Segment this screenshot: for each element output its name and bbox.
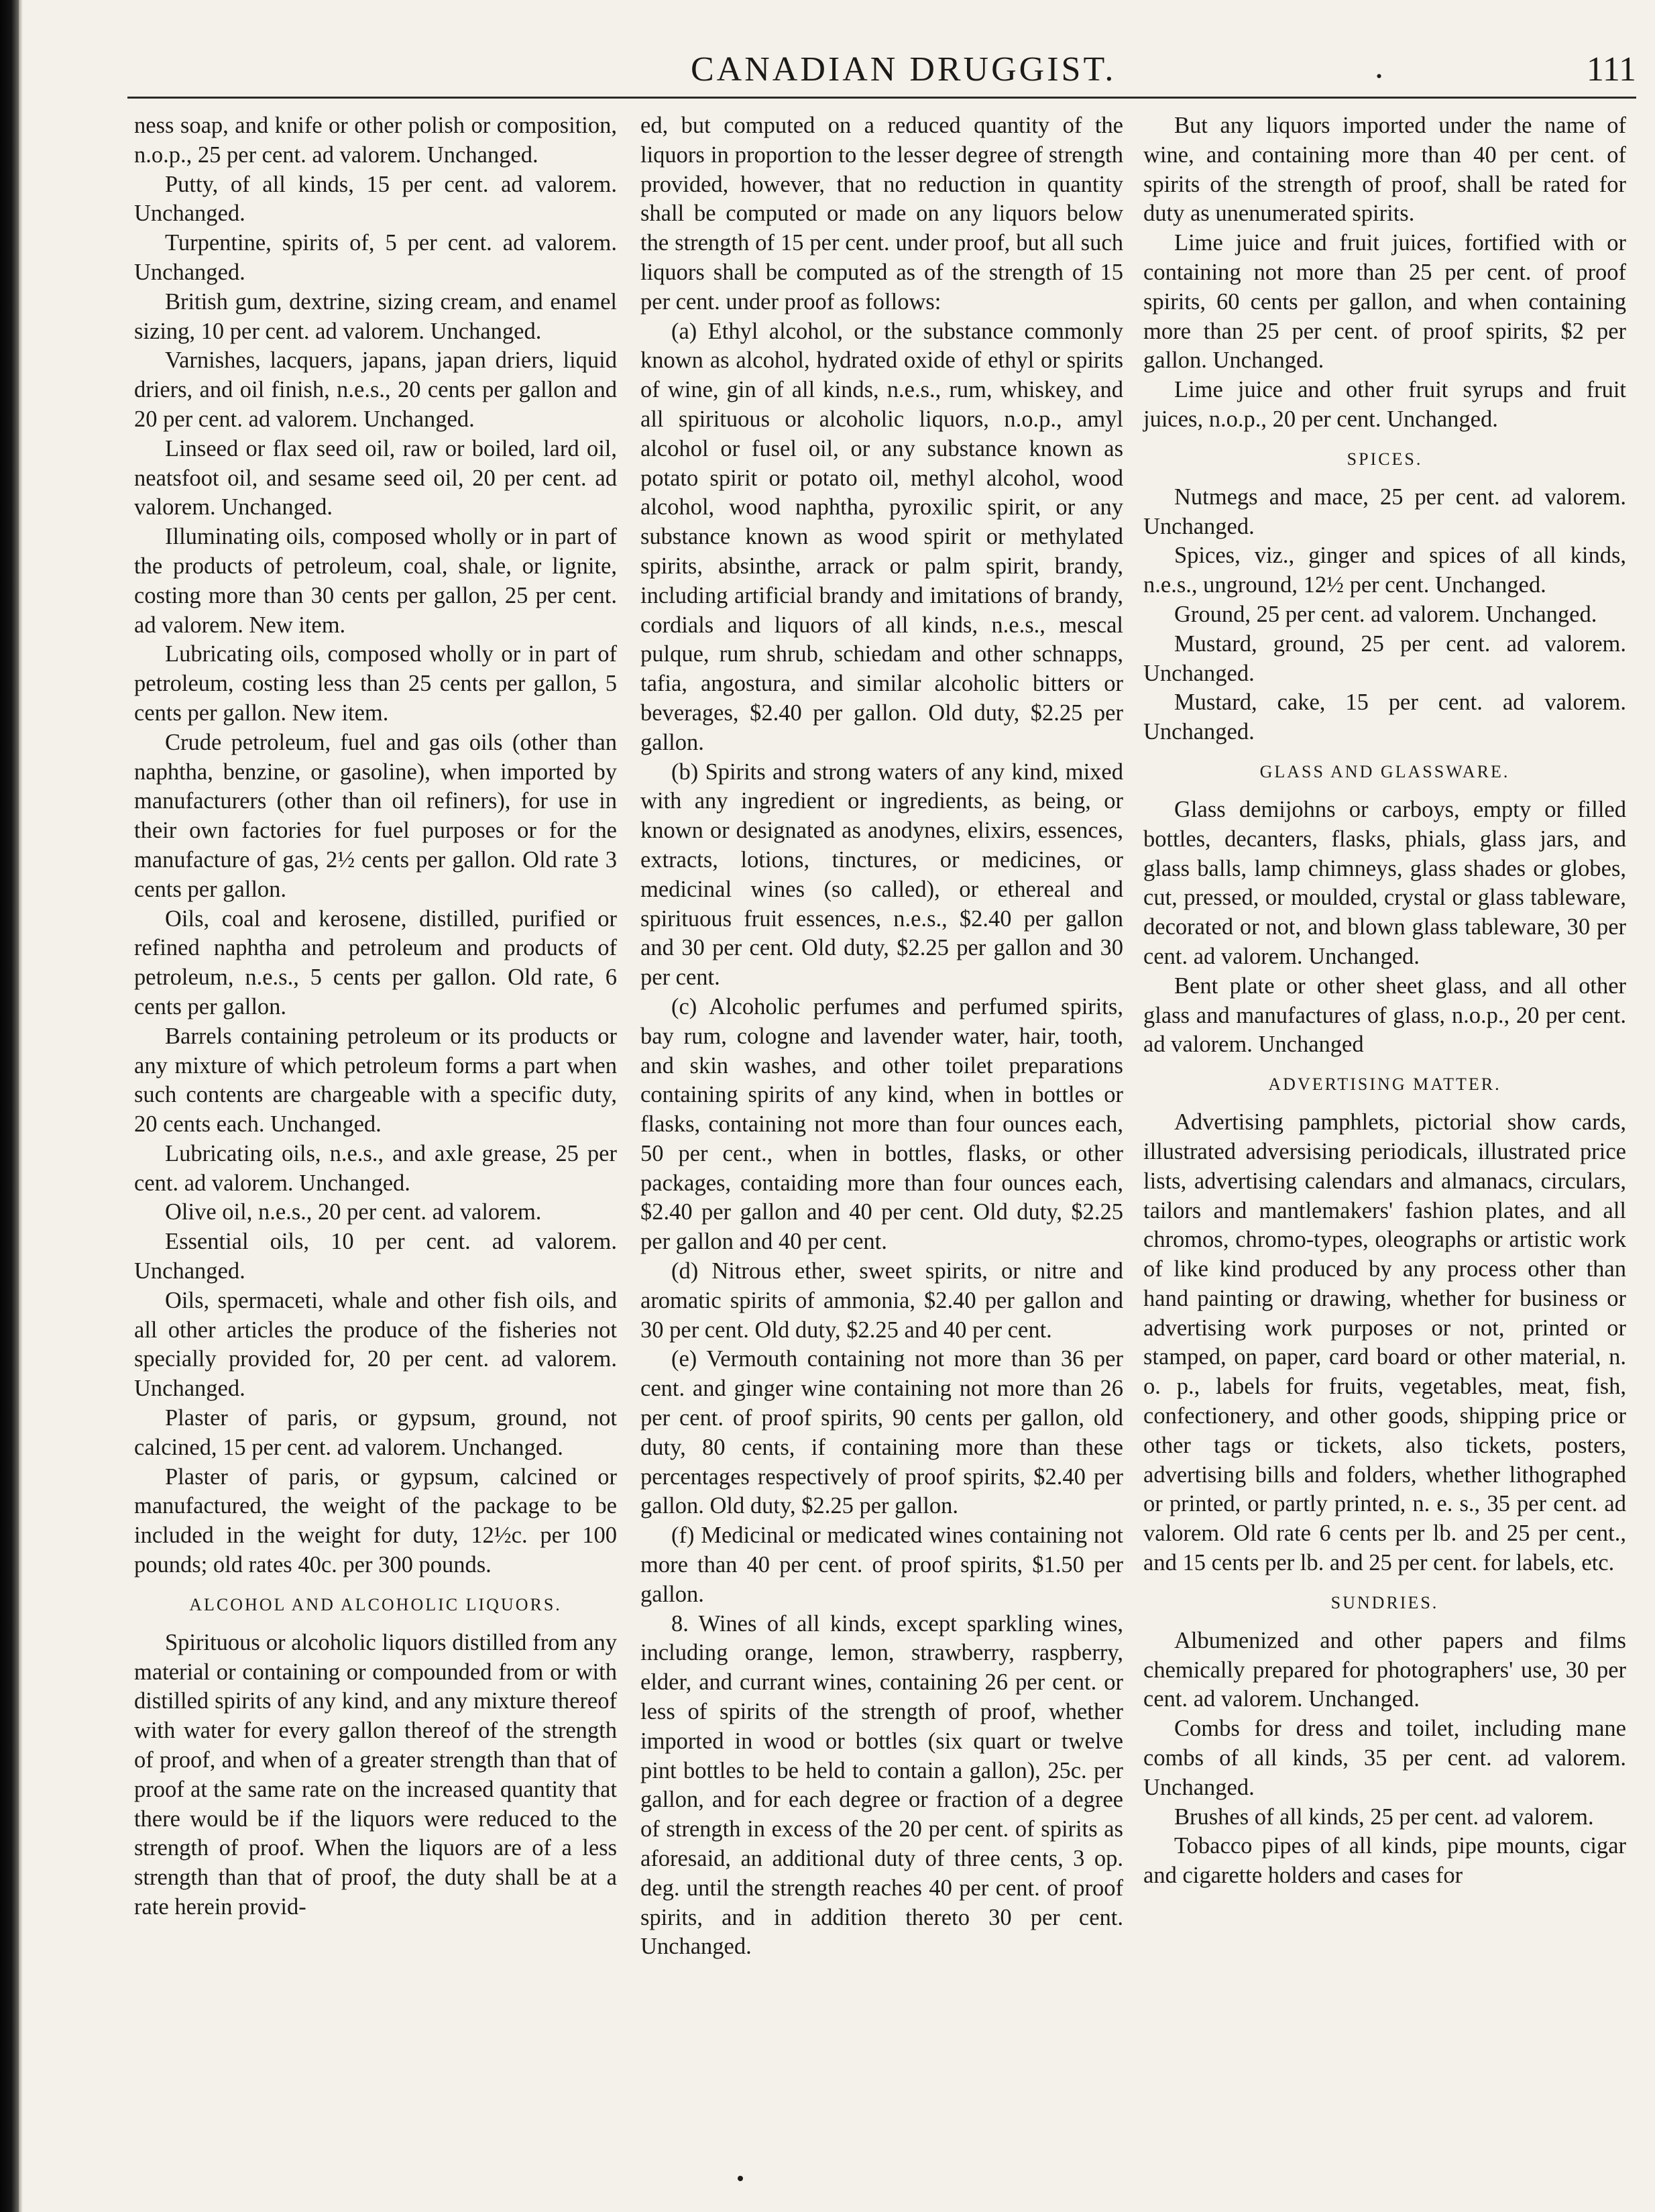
tariff-paragraph: (a) Ethyl alcohol, or the substance commonly known as alcohol, hydrated oxide of ethyl or spirits of wine, gin of all kinds, n.e.s., rum, whiskey, and all spirituous or alcoholic liquors, n.o.p., amyl alcohol or fusel oil, or any substance known as potato spirit or potato oil, methyl alcohol, wood alcohol, wood naphtha, pyroxilic spirit, or any substance known as wood spirit or methylated spirits, absinthe, arrack or palm spirit, brandy, including artificial brandy and imitations of brandy, cordials and liquors of all kinds, n.e.s., mescal pulque, rum shrub, schiedam and other schnapps, tafia, angostura, and similar alcoholic bitters or beverages, $2.40 per gallon. Old duty, $2.25 per gallon.	[640, 318, 1123, 755]
header-rule	[127, 97, 1636, 99]
tariff-paragraph: Oils, coal and kerosene, distilled, purified or refined naphtha and petroleum and products of petroleum, n.e.s., 5 cents per gallon. Old rate, 6 cents per gallon.	[134, 905, 617, 1019]
tariff-paragraph: Crude petroleum, fuel and gas oils (other than naphtha, benzine, or gasoline), when imported by manufacturers (other than oil refiners), for use in their own factories for fuel purposes or for the manufacture of gas, 2½ cents per gallon. Old rate 3 cents per gallon.	[134, 729, 617, 902]
tariff-paragraph: Putty, of all kinds, 15 per cent. ad valorem. Unchanged.	[134, 171, 617, 227]
section-heading: SUNDRIES.	[1330, 1592, 1439, 1612]
section-heading: ALCOHOL AND ALCOHOLIC LIQUORS.	[189, 1594, 562, 1614]
tariff-paragraph: Spices, viz., ginger and spices of all kinds, n.e.s., unground, 12½ per cent. Unchanged.	[1143, 543, 1626, 598]
tariff-paragraph: Lime juice and other fruit syrups and fruit juices, n.o.p., 20 per cent. Unchanged.	[1143, 377, 1626, 432]
tariff-paragraph: Glass demijohns or carboys, empty or filled bottles, decanters, flasks, phials, glass jars, and glass balls, lamp chimneys, glass shades or globes, cut, pressed, or moulded, crystal or glass tableware, decorated or not, and blown glass tableware, 30 per cent. ad valorem. Unchanged.	[1143, 796, 1626, 969]
tariff-paragraph: Lubricating oils, n.e.s., and axle grease, 25 per cent. ad valorem. Unchanged.	[134, 1140, 617, 1196]
tariff-paragraph: (f) Medicinal or medicated wines containing not more than 40 per cent. of proof spirits, $1.50 per gallon.	[640, 1523, 1123, 1607]
tariff-paragraph: Albumenized and other papers and films chemically prepared for photographers' use, 30 per cent. ad valorem. Unchanged.	[1143, 1627, 1626, 1712]
journal-title: CANADIAN DRUGGIST.	[691, 50, 1117, 89]
tariff-paragraph: Bent plate or other sheet glass, and all other glass and manufactures of glass, n.o.p., 20 per cent. ad valorem. Unchanged	[1143, 973, 1626, 1058]
tariff-paragraph: Lime juice and fruit juices, fortified with or containing not more than 25 per cent. of proof spirits, 60 cents per gallon, and when containing more than 25 per cent. of proof spirits, $2 per gallon. Unchanged.	[1143, 230, 1626, 374]
tariff-paragraph: British gum, dextrine, sizing cream, and enamel sizing, 10 per cent. ad valorem. Unchanged.	[134, 288, 617, 344]
column-1	[134, 111, 617, 1922]
tariff-paragraph: 8. Wines of all kinds, except sparkling wines, including orange, lemon, strawberry, raspberry, elder, and currant wines, containing 26 per cent. or less of spirits of the strength of proof, whether imported in wood or bottles (six quart or twelve pint bottles to be held to contain a gallon), 25c. per gallon, and for each degree or fraction of a degree of strength in excess of the 20 per cent. of spirits as aforesaid, an additional duty of three cents, 3 op. deg. until the strength reaches 40 per cent. of proof spirits, and in addition thereto 30 per cent. Unchanged.	[640, 1610, 1123, 1960]
header-dot: .	[1375, 48, 1383, 86]
tariff-paragraph: Tobacco pipes of all kinds, pipe mounts, cigar and cigarette holders and cases for	[1143, 1833, 1626, 1889]
tariff-paragraph: Olive oil, n.e.s., 20 per cent. ad valorem.	[165, 1199, 542, 1225]
tariff-paragraph: Linseed or flax seed oil, raw or boiled, lard oil, neatsfoot oil, and sesame seed oil, 20 per cent. ad valorem. Unchanged.	[134, 435, 617, 520]
tariff-paragraph: Barrels containing petroleum or its products or any mixture of which petroleum forms a part when such contents are chargeable with a specific duty, 20 cents each. Unchanged.	[134, 1023, 617, 1138]
column-2	[640, 111, 1123, 1962]
tariff-paragraph: Combs for dress and toilet, including mane combs of all kinds, 35 per cent. ad valorem. Unchanged.	[1143, 1716, 1626, 1800]
page-number: 111	[1586, 50, 1636, 89]
tariff-paragraph: Illuminating oils, composed wholly or in part of the products of petroleum, coal, shale, or lignite, costing more than 30 cents per gallon, 25 per cent. ad valorem. New item.	[134, 524, 617, 638]
binding-spine	[0, 0, 19, 2212]
tariff-paragraph: ed, but computed on a reduced quantity of the liquors in proportion to the lesser degree of strength provided, however, that no reduction in quantity shall be computed or made on any liquors below the strength of 15 per cent. under proof, but all such liquors shall be computed as of the strength of 15 per cent. under proof as follows:	[640, 113, 1123, 315]
tariff-paragraph: Oils, spermaceti, whale and other fish oils, and all other articles the produce of the fisheries not specially provided for, 20 per cent. ad valorem. Unchanged.	[134, 1287, 617, 1402]
tariff-paragraph: Ground, 25 per cent. ad valorem. Unchanged.	[1174, 601, 1597, 627]
tariff-paragraph: Turpentine, spirits of, 5 per cent. ad valorem. Unchanged.	[134, 230, 617, 285]
tariff-paragraph: Mustard, ground, 25 per cent. ad valorem. Unchanged.	[1143, 630, 1626, 686]
tariff-paragraph: Plaster of paris, or gypsum, ground, not calcined, 15 per cent. ad valorem. Unchanged.	[134, 1405, 617, 1460]
running-header	[127, 47, 1636, 94]
section-heading: ADVERTISING MATTER.	[1268, 1074, 1501, 1095]
tariff-paragraph: Nutmegs and mace, 25 per cent. ad valorem. Unchanged.	[1143, 484, 1626, 539]
tariff-paragraph: Varnishes, lacquers, japans, japan driers, liquid driers, and oil finish, n.e.s., 20 cents per gallon and 20 per cent. ad valorem. Unchanged.	[134, 347, 617, 432]
column-3	[1143, 111, 1626, 1891]
binding-shadow	[19, 0, 23, 2212]
tariff-paragraph: Mustard, cake, 15 per cent. ad valorem. Unchanged.	[1143, 689, 1626, 745]
tariff-paragraph: Plaster of paris, or gypsum, calcined or manufactured, the weight of the package to be included in the weight for duty, 12½c. per 100 pounds; old rates 40c. per 300 pounds.	[134, 1463, 617, 1578]
tariff-paragraph: Spirituous or alcoholic liquors distilled from any material or containing or compounded from or with distilled spirits of any kind, and any mixture thereof with water for every gallon thereof of the strength of proof, and when of a greater strength than that of proof at the same rate on the increased quantity that there would be if the liquors were reduced to the strength of proof. When the liquors are of a less strength than that of proof, the duty shall be at a rate herein provid-	[134, 1629, 617, 1920]
section-heading: SPICES.	[1347, 449, 1423, 469]
tariff-paragraph: Lubricating oils, composed wholly or in part of petroleum, costing less than 25 cents per gallon, 5 cents per gallon. New item.	[134, 641, 617, 726]
tariff-paragraph: Essential oils, 10 per cent. ad valorem. Unchanged.	[134, 1229, 617, 1284]
tariff-paragraph: Advertising pamphlets, pictorial show cards, illustrated adversising periodicals, illustrated price lists, advertising calendars and almanacs, circulars, tailors and mantlemakers' fashion plates, and all chromos, chromo-types, oleographs or artistic work of like kind produced by any process other than hand painting or drawing, whether for business or advertising work purposes or not, printed or stamped, on paper, card board or other material, n. o. p., labels for fruits, vegetables, meat, fish, confectionery, and other goods, shipping price or other tags or tickets, also tickets, posters, advertising bills and folders, whether lithographed or printed, or partly printed, n. e. s., 35 per cent. ad valorem. Old rate 6 cents per lb. and 25 per cent., and 15 cents per lb. and 25 per cent. for labels, etc.	[1143, 1109, 1626, 1576]
tariff-paragraph: ness soap, and knife or other polish or composition, n.o.p., 25 per cent. ad valorem. Unchanged.	[134, 113, 617, 168]
tariff-paragraph: (c) Alcoholic perfumes and perfumed spirits, bay rum, cologne and lavender water, hair, tooth, and skin washes, and other toilet preparations containing spirits of any kind, when in bottles or flasks, containing not more than four ounces each, 50 per cent., when in bottles, flasks, or other packages, contaiding more than four ounces each, $2.40 per gallon and 40 per cent. Old duty, $2.25 per gallon and 40 per cent.	[640, 993, 1123, 1255]
tariff-paragraph: (e) Vermouth containing not more than 36 per cent. and ginger wine containing not more than 26 per cent. of proof spirits, 90 cents per gallon, old duty, 80 cents, if containing more than these percentages respectively of proof spirits, $2.40 per gallon. Old duty, $2.25 per gallon.	[640, 1346, 1123, 1519]
footer-dot	[738, 2176, 743, 2181]
tariff-paragraph: (d) Nitrous ether, sweet spirits, or nitre and aromatic spirits of ammonia, $2.40 per gallon and 30 per cent. Old duty, $2.25 and 40 per cent.	[640, 1258, 1123, 1343]
tariff-paragraph: But any liquors imported under the name of wine, and containing more than 40 per cent. of spirits of the strength of proof, shall be rated for duty as unenumerated spirits.	[1143, 113, 1626, 227]
tariff-paragraph: Brushes of all kinds, 25 per cent. ad valorem.	[1174, 1804, 1594, 1830]
tariff-paragraph: (b) Spirits and strong waters of any kind, mixed with any ingredient or ingredients, as being, or known or designated as anodynes, elixirs, essences, extracts, lotions, tinctures, or medicines, or medicinal wines (so called), or ethereal and spirituous fruit essences, n.e.s., $2.40 per gallon and 30 per cent. Old duty, $2.25 per gallon and 30 per cent.	[640, 759, 1123, 991]
section-heading: GLASS AND GLASSWARE.	[1259, 761, 1510, 781]
